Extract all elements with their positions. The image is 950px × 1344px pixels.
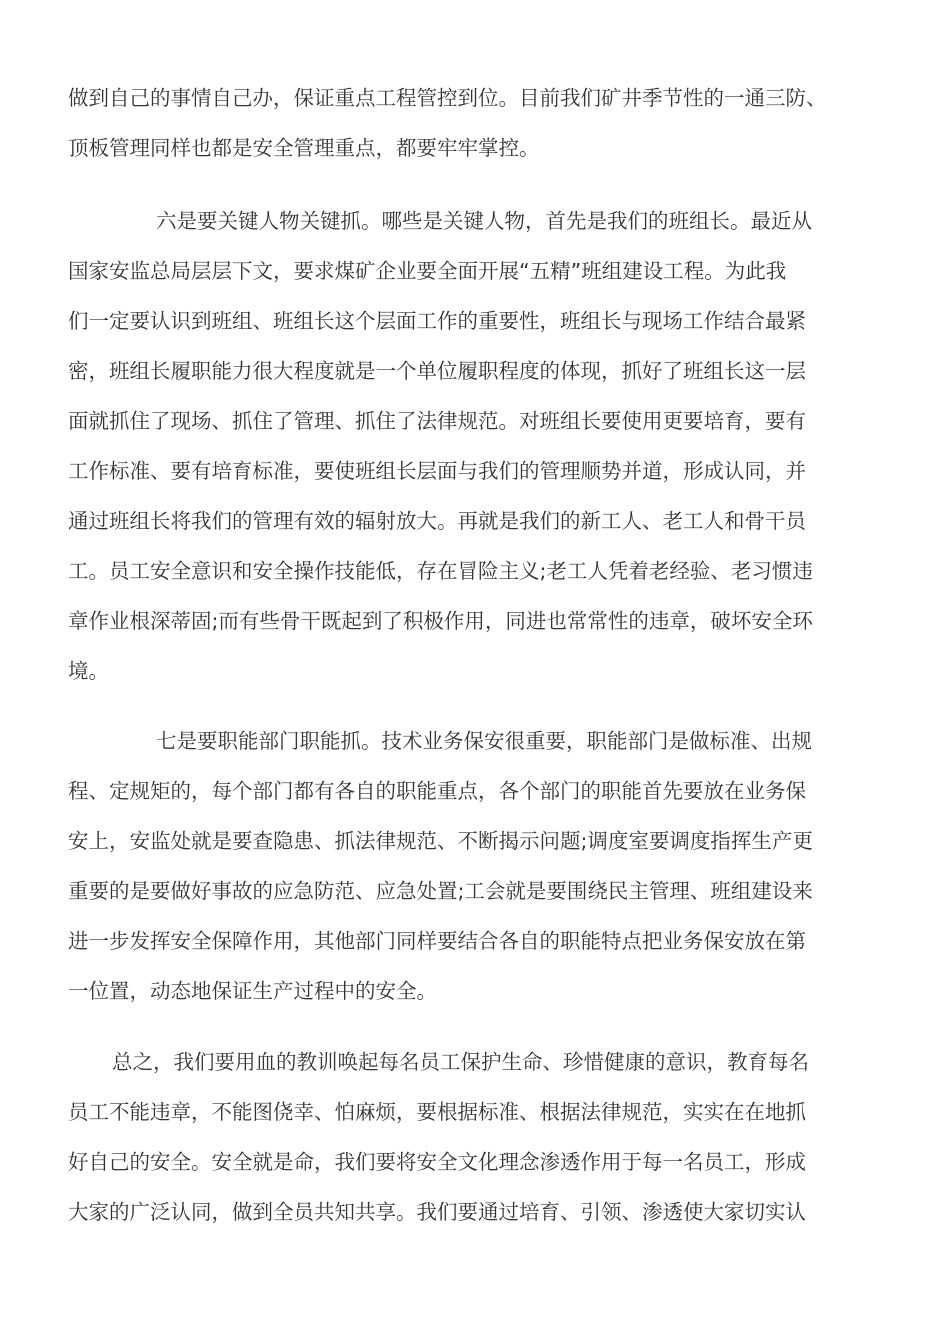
text-line: 国家安监总局层层下文，要求煤矿企业要全面开展“五精”班组建设工程。为此我 <box>68 259 787 283</box>
text-line: 好自己的安全。安全就是命，我们要将安全文化理念渗透作用于每一名员工，形成 <box>68 1150 806 1174</box>
text-line: 七是要职能部门职能抓。技术业务保安很重要，职能部门是做标准、出规 <box>156 729 812 753</box>
text-line: 做到自己的事情自己办，保证重点工程管控到位。目前我们矿井季节性的一通三防、 <box>68 86 827 110</box>
text-line: 境。 <box>68 659 109 683</box>
text-line: 总之，我们要用血的教训唤起每名员工保护生命、珍惜健康的意识，教育每名 <box>112 1050 809 1074</box>
text-line: 章作业根深蒂固;而有些骨干既起到了积极作用，同进也常常性的违章，破坏安全环 <box>68 609 813 633</box>
text-line: 顶板管理同样也都是安全管理重点，都要牢牢掌控。 <box>68 136 540 160</box>
text-line: 六是要关键人物关键抓。哪些是关键人物，首先是我们的班组长。最近从 <box>156 209 812 233</box>
text-line: 员工不能违章，不能图侥幸、怕麻烦，要根据标准、根据法律规范，实实在在地抓 <box>68 1100 806 1124</box>
text-line: 们一定要认识到班组、班组长这个层面工作的重要性，班组长与现场工作结合最紧 <box>68 309 806 333</box>
text-line: 程、定规矩的，每个部门都有各自的职能重点，各个部门的职能首先要放在业务保 <box>68 779 806 803</box>
text-line: 工。员工安全意识和安全操作技能低，存在冒险主义;老工人凭着老经验、老习惯违 <box>68 559 813 583</box>
paragraph-key-persons <box>68 196 888 696</box>
text-line: 一位置，动态地保证生产过程中的安全。 <box>68 979 437 1003</box>
text-line: 工作标准、要有培育标准，要使班组长层面与我们的管理顺势并道，形成认同，并 <box>68 459 806 483</box>
paragraph-functional-departments <box>68 716 888 1016</box>
text-line: 通过班组长将我们的管理有效的辐射放大。再就是我们的新工人、老工人和骨干员 <box>68 509 806 533</box>
text-line: 安上，安监处就是要查隐患、抓法律规范、不断揭示问题;调度室要调度指挥生产更 <box>68 829 813 853</box>
paragraph-summary <box>68 1037 888 1237</box>
text-line: 重要的是要做好事故的应急防范、应急处置;工会就是要围绕民主管理、班组建设来 <box>68 879 813 903</box>
text-line: 进一步发挥安全保障作用，其他部门同样要结合各自的职能特点把业务保安放在第 <box>68 929 806 953</box>
text-line: 密，班组长履职能力很大程度就是一个单位履职程度的体现，抓好了班组长这一层 <box>68 359 806 383</box>
paragraph-continuation <box>68 73 888 173</box>
text-line: 大家的广泛认同，做到全员共知共享。我们要通过培育、引领、渗透使大家切实认 <box>68 1200 806 1224</box>
text-line: 面就抓住了现场、抓住了管理、抓住了法律规范。对班组长要使用更要培育，要有 <box>68 409 806 433</box>
